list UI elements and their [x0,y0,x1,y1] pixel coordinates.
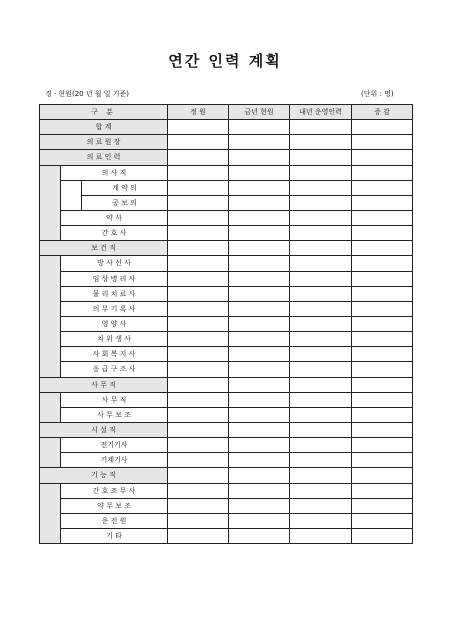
row-label: 기계기사 [61,453,168,468]
current-staff-cell[interactable] [229,513,290,528]
staffing-plan-table [39,104,413,544]
table-row [40,210,413,225]
table-row [40,468,413,483]
current-staff-cell[interactable] [229,210,290,225]
row-label: 계 약 의 [82,180,168,195]
change-cell[interactable] [352,195,413,210]
next-year-staff-cell[interactable] [290,362,352,377]
next-year-staff-cell[interactable] [290,438,352,453]
row-label: 사 회 복 지 사 [61,347,168,362]
table-row [40,362,413,377]
quota-cell[interactable] [168,528,229,543]
change-cell[interactable] [352,210,413,225]
change-cell[interactable] [352,513,413,528]
next-year-staff-cell[interactable] [290,195,352,210]
current-staff-cell[interactable] [229,498,290,513]
next-year-staff-cell[interactable] [290,241,352,256]
quota-cell[interactable] [168,226,229,241]
current-staff-cell[interactable] [229,468,290,483]
next-year-staff-cell[interactable] [290,498,352,513]
current-staff-cell[interactable] [229,286,290,301]
change-cell[interactable] [352,301,413,316]
group-indent-spacer [40,483,61,544]
row-label: 사 무 직 [61,392,168,407]
row-label: 사 무 직 [40,377,168,392]
quota-cell[interactable] [168,256,229,271]
change-cell[interactable] [352,150,413,165]
table-row [40,392,413,407]
current-staff-cell[interactable] [229,316,290,331]
quota-cell[interactable] [168,362,229,377]
table-row [40,528,413,543]
current-staff-cell[interactable] [229,438,290,453]
quota-cell[interactable] [168,301,229,316]
current-staff-cell[interactable] [229,226,290,241]
next-year-staff-cell[interactable] [290,301,352,316]
subgroup-indent-spacer [61,180,82,210]
change-cell[interactable] [352,392,413,407]
table-row [40,120,413,135]
row-label: 의 료 원 장 [40,135,168,150]
row-label: 간 호 조 무 사 [61,483,168,498]
next-year-staff-cell[interactable] [290,120,352,135]
table-row [40,195,413,210]
change-cell[interactable] [352,453,413,468]
table-row [40,498,413,513]
change-cell[interactable] [352,362,413,377]
table-row [40,483,413,498]
table-row [40,241,413,256]
current-staff-cell[interactable] [229,135,290,150]
table-row [40,513,413,528]
quota-cell[interactable] [168,120,229,135]
quota-cell[interactable] [168,453,229,468]
row-label: 기 능 직 [40,468,168,483]
current-staff-cell[interactable] [229,271,290,286]
reference-date-note: 경 · 현원(20 년 월 일 기준) [45,90,130,98]
current-staff-cell[interactable] [229,301,290,316]
next-year-staff-cell[interactable] [290,135,352,150]
current-staff-cell[interactable] [229,256,290,271]
row-label: 물 리 치 료 사 [61,286,168,301]
row-label: 시 설 직 [40,422,168,437]
next-year-staff-cell[interactable] [290,407,352,422]
next-year-staff-cell[interactable] [290,180,352,195]
current-staff-cell[interactable] [229,407,290,422]
table-row [40,271,413,286]
change-cell[interactable] [352,316,413,331]
change-cell[interactable] [352,241,413,256]
group-indent-spacer [40,438,61,468]
header-next-year-staff: 내년 운영인력 [290,105,352,120]
next-year-staff-cell[interactable] [290,286,352,301]
table-row [40,422,413,437]
current-staff-cell[interactable] [229,180,290,195]
table-row [40,316,413,331]
row-label: 약 무 보 조 [61,498,168,513]
unit-note: (단위 : 명) [361,90,394,98]
current-staff-cell[interactable] [229,377,290,392]
next-year-staff-cell[interactable] [290,453,352,468]
next-year-staff-cell[interactable] [290,256,352,271]
change-cell[interactable] [352,286,413,301]
quota-cell[interactable] [168,210,229,225]
quota-cell[interactable] [168,347,229,362]
current-staff-cell[interactable] [229,332,290,347]
current-staff-cell[interactable] [229,241,290,256]
row-label: 전기기사 [61,438,168,453]
row-label: 사 무 보 조 [61,407,168,422]
change-cell[interactable] [352,347,413,362]
row-label: 간 호 사 [61,226,168,241]
row-label: 보 건 직 [40,241,168,256]
table-row [40,301,413,316]
change-cell[interactable] [352,226,413,241]
change-cell[interactable] [352,528,413,543]
quota-cell[interactable] [168,135,229,150]
change-cell[interactable] [352,332,413,347]
header-change: 증 감 [352,105,413,120]
change-cell[interactable] [352,468,413,483]
change-cell[interactable] [352,180,413,195]
table-row [40,407,413,422]
next-year-staff-cell[interactable] [290,483,352,498]
row-label: 임 상 병 리 사 [61,271,168,286]
next-year-staff-cell[interactable] [290,347,352,362]
row-label: 합 계 [40,120,168,135]
change-cell[interactable] [352,498,413,513]
current-staff-cell[interactable] [229,528,290,543]
row-label: 공 보 의 [82,195,168,210]
row-label: 의 사 직 [61,165,168,180]
next-year-staff-cell[interactable] [290,422,352,437]
current-staff-cell[interactable] [229,120,290,135]
header-current-staff: 금년 현원 [229,105,290,120]
quota-cell[interactable] [168,468,229,483]
quota-cell[interactable] [168,271,229,286]
change-cell[interactable] [352,271,413,286]
quota-cell[interactable] [168,483,229,498]
table-row [40,226,413,241]
change-cell[interactable] [352,407,413,422]
change-cell[interactable] [352,377,413,392]
change-cell[interactable] [352,256,413,271]
table-row [40,438,413,453]
quota-cell[interactable] [168,392,229,407]
table-row [40,165,413,180]
current-staff-cell[interactable] [229,422,290,437]
next-year-staff-cell[interactable] [290,468,352,483]
next-year-staff-cell[interactable] [290,392,352,407]
change-cell[interactable] [352,483,413,498]
quota-cell[interactable] [168,438,229,453]
quota-cell[interactable] [168,422,229,437]
row-label: 운 전 원 [61,513,168,528]
quota-cell[interactable] [168,498,229,513]
group-indent-spacer [40,165,61,241]
quota-cell[interactable] [168,165,229,180]
current-staff-cell[interactable] [229,483,290,498]
document-title: 연간 인력 계획 [168,52,282,70]
row-label: 영 양 사 [61,316,168,331]
row-label: 치 위 생 사 [61,332,168,347]
change-cell[interactable] [352,120,413,135]
quota-cell[interactable] [168,332,229,347]
current-staff-cell[interactable] [229,347,290,362]
current-staff-cell[interactable] [229,195,290,210]
quota-cell[interactable] [168,195,229,210]
row-label: 응 급 구 조 사 [61,362,168,377]
table-body [40,120,413,544]
table-row [40,150,413,165]
next-year-staff-cell[interactable] [290,332,352,347]
next-year-staff-cell[interactable] [290,513,352,528]
change-cell[interactable] [352,165,413,180]
header-quota: 정 원 [168,105,229,120]
group-indent-spacer [40,256,61,377]
table-row [40,377,413,392]
current-staff-cell[interactable] [229,165,290,180]
table-row [40,332,413,347]
current-staff-cell[interactable] [229,362,290,377]
current-staff-cell[interactable] [229,392,290,407]
header-category: 구 분 [40,105,168,120]
next-year-staff-cell[interactable] [290,316,352,331]
next-year-staff-cell[interactable] [290,377,352,392]
change-cell[interactable] [352,422,413,437]
next-year-staff-cell[interactable] [290,226,352,241]
change-cell[interactable] [352,135,413,150]
change-cell[interactable] [352,438,413,453]
table-row [40,180,413,195]
next-year-staff-cell[interactable] [290,528,352,543]
quota-cell[interactable] [168,150,229,165]
table-row [40,286,413,301]
row-label: 의 무 기 록 사 [61,301,168,316]
table-header-row [40,105,413,120]
current-staff-cell[interactable] [229,150,290,165]
row-label: 기 타 [61,528,168,543]
next-year-staff-cell[interactable] [290,210,352,225]
quota-cell[interactable] [168,180,229,195]
quota-cell[interactable] [168,407,229,422]
quota-cell[interactable] [168,513,229,528]
row-label: 방 사 선 사 [61,256,168,271]
table-row [40,347,413,362]
quota-cell[interactable] [168,377,229,392]
quota-cell[interactable] [168,286,229,301]
quota-cell[interactable] [168,241,229,256]
row-label: 약 사 [61,210,168,225]
current-staff-cell[interactable] [229,453,290,468]
quota-cell[interactable] [168,316,229,331]
group-indent-spacer [40,392,61,422]
table-row [40,135,413,150]
next-year-staff-cell[interactable] [290,271,352,286]
next-year-staff-cell[interactable] [290,165,352,180]
table-row [40,453,413,468]
row-label: 의 료 인 력 [40,150,168,165]
table-row [40,256,413,271]
next-year-staff-cell[interactable] [290,150,352,165]
